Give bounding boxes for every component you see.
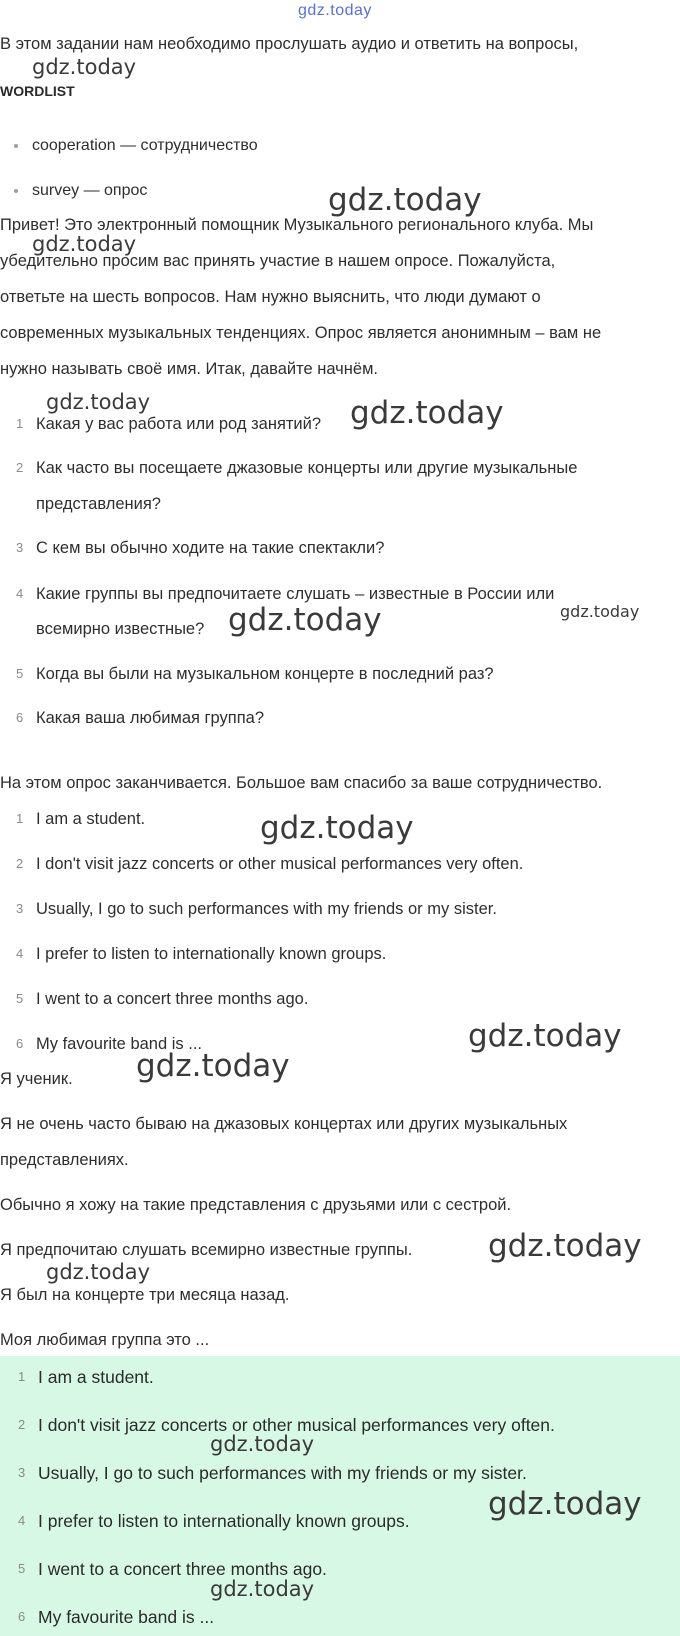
watermark: gdz.today — [228, 602, 382, 638]
final-answer-text: Usually, I go to such performances with my friends or my sister. — [38, 1463, 527, 1483]
watermark: gdz.today — [32, 55, 137, 79]
answer-text: I am a student. — [36, 810, 146, 828]
final-answer-number: 1 — [18, 1369, 26, 1384]
question-number: 1 — [16, 416, 24, 431]
answer-text: I prefer to listen to internationally known groups. — [36, 945, 387, 963]
question-number: 2 — [16, 460, 24, 475]
question-number: 5 — [16, 666, 24, 681]
final-answers-box — [0, 1356, 680, 1636]
question-number: 4 — [16, 586, 24, 601]
wordlist-item — [14, 181, 147, 201]
transcript-line: ответьте на шесть вопросов. Нам нужно выяснить, что люди думают о — [0, 288, 541, 306]
transcript-line: современных музыкальных тенденциях. Опрос является анонимным – вам не — [0, 324, 602, 342]
question-number: 6 — [16, 710, 24, 725]
watermark: gdz.today — [210, 1577, 315, 1601]
question-number: 3 — [16, 540, 24, 555]
bullet-icon — [14, 144, 18, 148]
answer-number: 4 — [16, 946, 24, 961]
transcript-line: Привет! Это электронный помощник Музыкального регионального клуба. Мы — [0, 216, 594, 234]
watermark: gdz.today — [136, 1048, 290, 1084]
question-text: Как часто вы посещаете джазовые концерты или другие музыкальные — [36, 459, 578, 477]
closing-text: На этом опрос заканчивается. Большое вам спасибо за ваше сотрудничество. — [0, 774, 603, 792]
final-answer-number: 3 — [18, 1465, 26, 1480]
final-answer-text: I went to a concert three months ago. — [38, 1559, 327, 1579]
watermark: gdz.today — [488, 1486, 642, 1522]
final-answer-text: I am a student. — [38, 1367, 154, 1387]
question-text: Какие группы вы предпочитаете слушать – известные в России или — [36, 585, 555, 603]
answer-text: My favourite band is ... — [36, 1035, 202, 1053]
answer-number: 5 — [16, 991, 24, 1006]
wordlist-title: WORDLIST — [0, 83, 75, 99]
wordlist-item-text: cooperation — сотрудничество — [32, 137, 258, 154]
translation-line: Моя любимая группа это ... — [0, 1331, 210, 1349]
watermark: gdz.today — [46, 1260, 151, 1284]
translation-line: Я ученик. — [0, 1070, 73, 1088]
bullet-icon — [14, 189, 18, 193]
answer-number: 6 — [16, 1036, 24, 1051]
watermark: gdz.today — [46, 390, 151, 414]
question-text-continued: представления? — [36, 495, 161, 513]
watermark: gdz.today — [328, 182, 482, 218]
watermark: gdz.today — [560, 602, 640, 621]
watermark: gdz.today — [350, 395, 504, 431]
question-text: Какая ваша любимая группа? — [36, 709, 265, 727]
translation-line: Я предпочитаю слушать всемирно известные группы. — [0, 1241, 413, 1259]
final-answer-text: I don't visit jazz concerts or other musical performances very often. — [38, 1415, 555, 1435]
final-answer-number: 2 — [18, 1417, 26, 1432]
question-text: С кем вы обычно ходите на такие спектакли? — [36, 539, 385, 557]
question-text-continued: всемирно известные? — [36, 620, 205, 638]
header-watermark: gdz.today — [298, 2, 372, 19]
watermark: gdz.today — [210, 1432, 315, 1456]
watermark: gdz.today — [488, 1228, 642, 1264]
answer-text: I don't visit jazz concerts or other musical performances very often. — [36, 855, 524, 873]
final-answer-number: 4 — [18, 1513, 26, 1528]
answer-number: 2 — [16, 856, 24, 871]
answer-number: 3 — [16, 901, 24, 916]
translation-line: Я не очень часто бываю на джазовых концертах или других музыкальных — [0, 1115, 568, 1133]
transcript-line: убедительно просим вас принять участие в нашем опросе. Пожалуйста, — [0, 252, 556, 270]
watermark: gdz.today — [32, 232, 137, 256]
intro-text: В этом задании нам необходимо прослушать аудио и ответить на вопросы, — [0, 35, 579, 53]
final-answer-text: I prefer to listen to internationally known groups. — [38, 1511, 410, 1531]
wordlist-item-text: survey — опрос — [32, 182, 148, 199]
answer-text: Usually, I go to such performances with my friends or my sister. — [36, 900, 497, 918]
final-answer-number: 5 — [18, 1561, 26, 1576]
translation-line: представлениях. — [0, 1151, 129, 1169]
transcript-line: нужно называть своё имя. Итак, давайте начнём. — [0, 360, 378, 378]
question-text: Когда вы были на музыкальном концерте в последний раз? — [36, 665, 494, 683]
final-answer-number: 6 — [18, 1609, 26, 1624]
question-text: Какая у вас работа или род занятий? — [36, 415, 322, 433]
translation-line: Обычно я хожу на такие представления с друзьями или с сестрой. — [0, 1196, 512, 1214]
answer-number: 1 — [16, 811, 24, 826]
answer-text: I went to a concert three months ago. — [36, 990, 309, 1008]
wordlist-item — [14, 136, 258, 156]
final-answer-text: My favourite band is ... — [38, 1607, 215, 1627]
translation-line: Я был на концерте три месяца назад. — [0, 1286, 290, 1304]
watermark: gdz.today — [468, 1018, 622, 1054]
watermark: gdz.today — [260, 810, 414, 846]
